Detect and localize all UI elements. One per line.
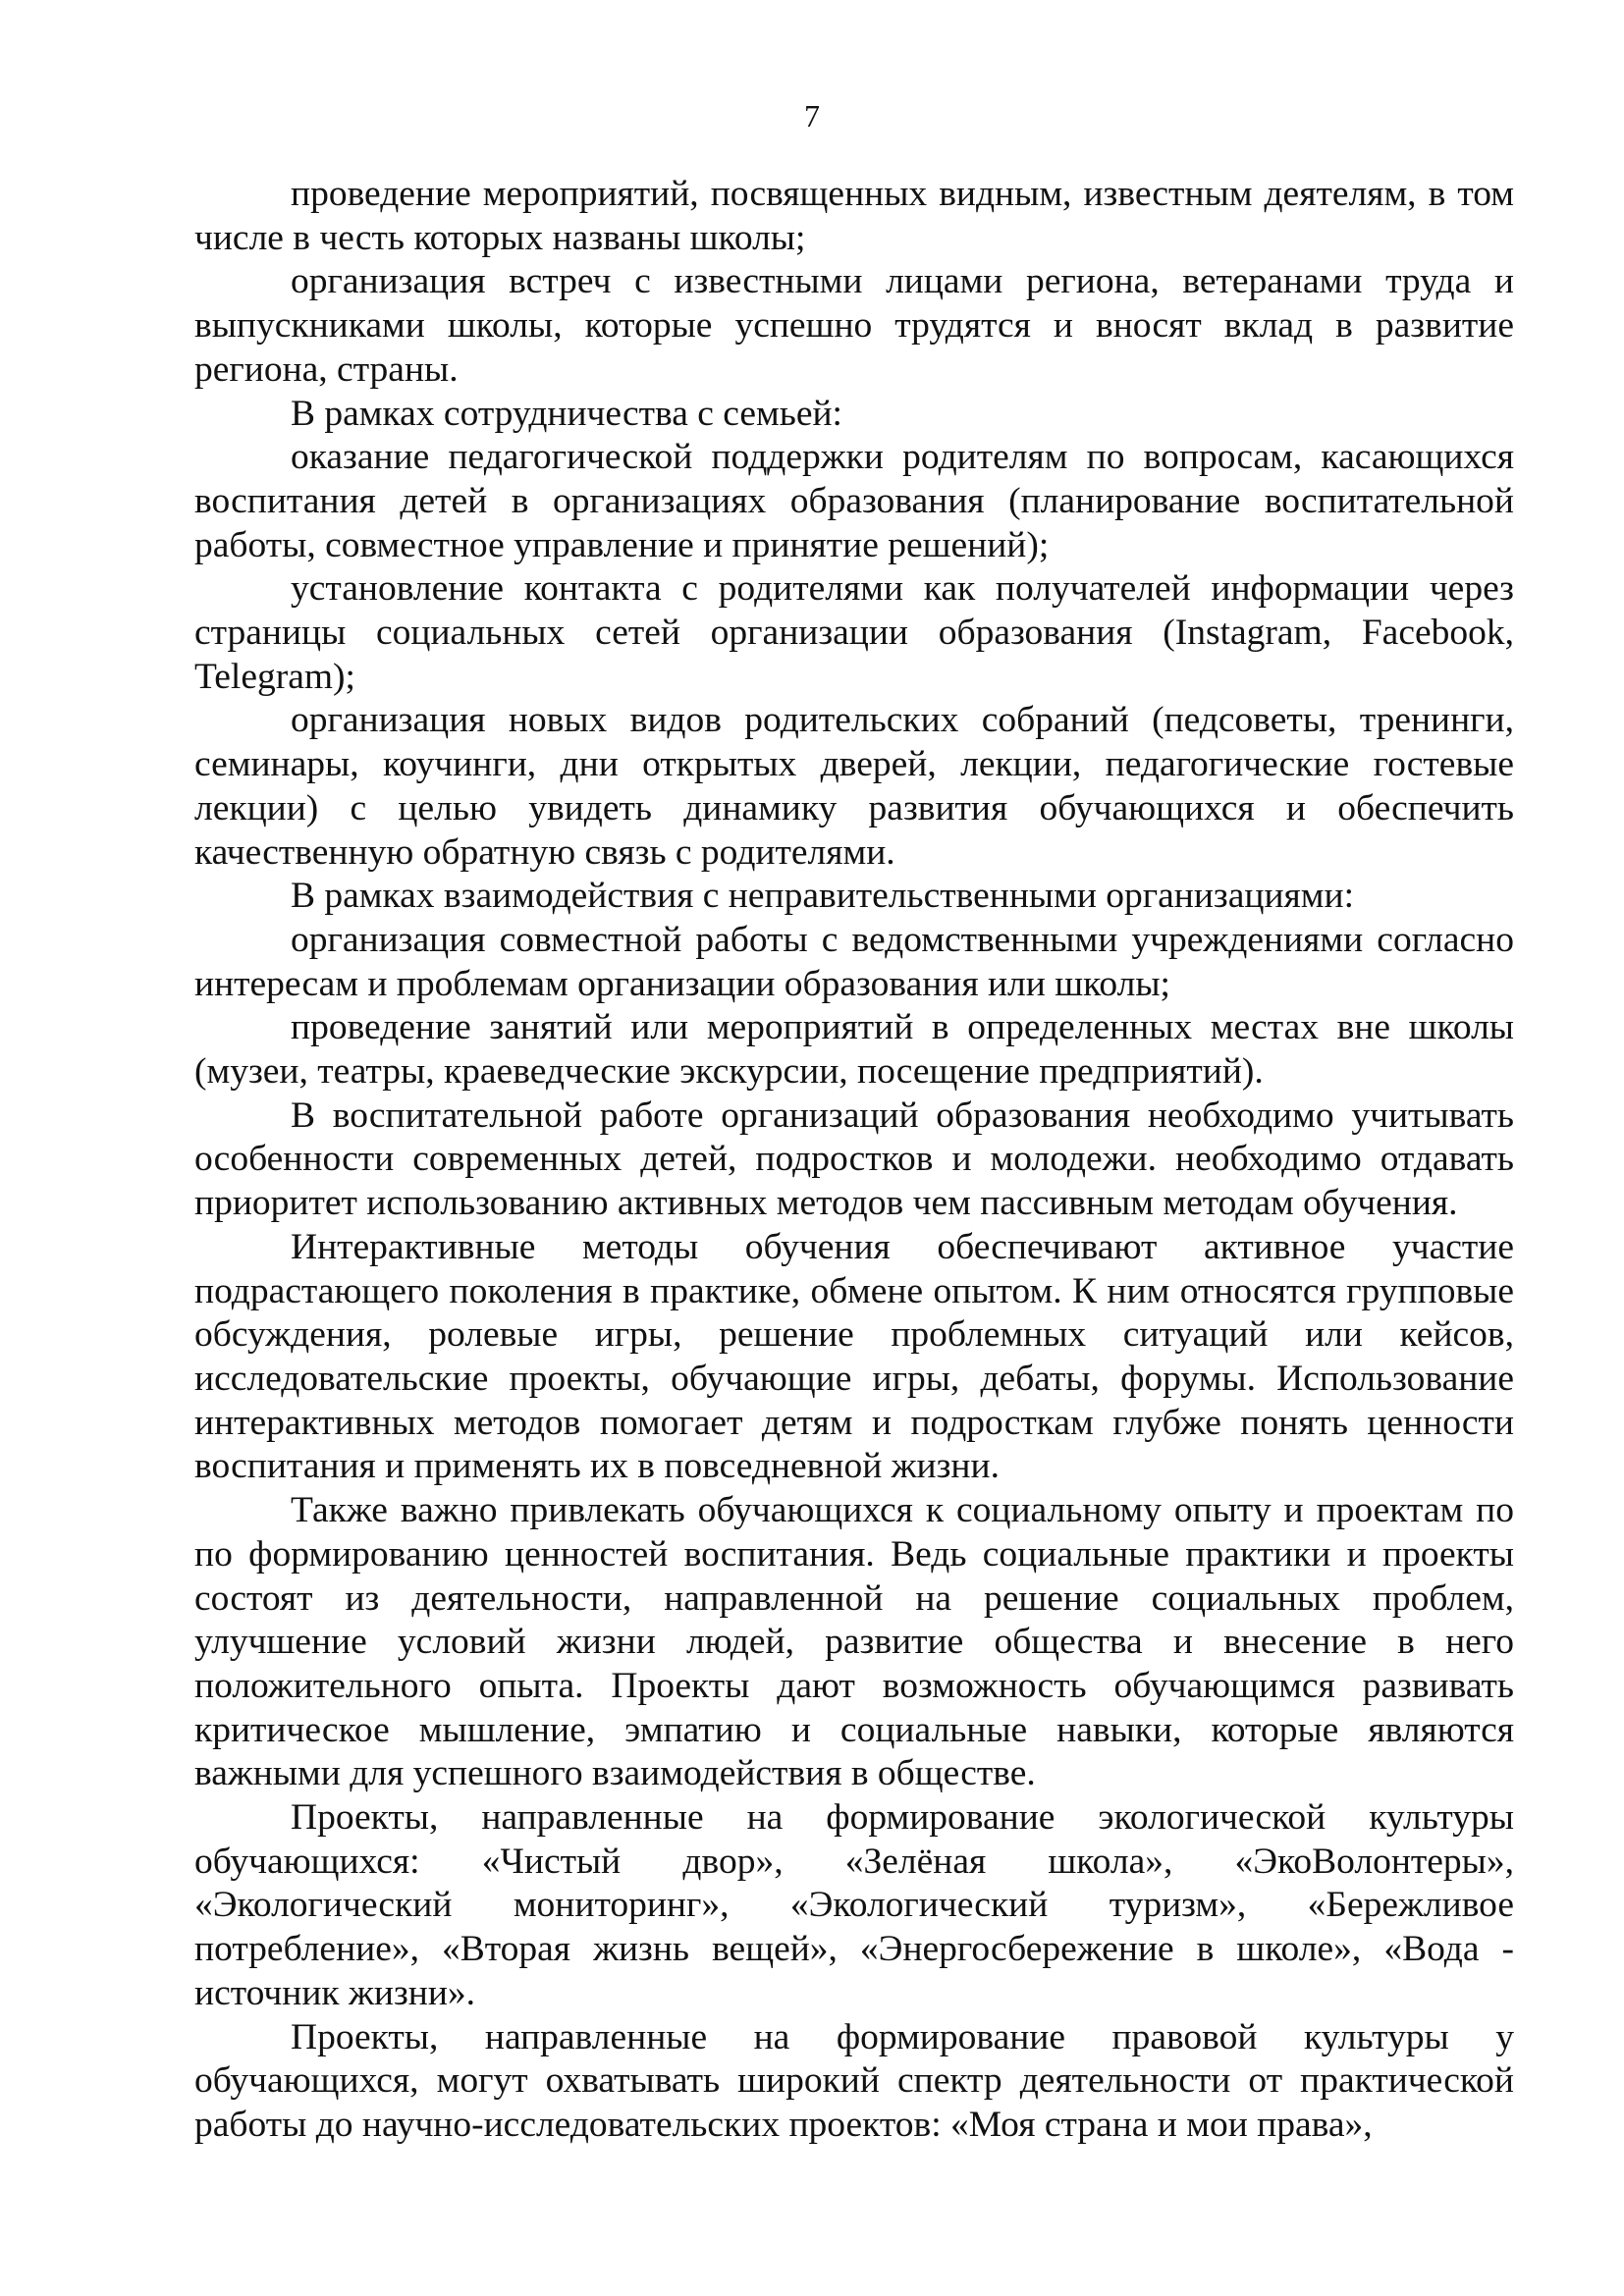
paragraph: организация новых видов родительских собраний (педсоветы, тренинги, семинары, коучинги, дни открытых дверей, лекции, педагогические гостевые лекции) с целью увидеть динамику развития обучающихся и обеспечить качественную обратную связь с родителями. — [194, 700, 1514, 873]
paragraph: проведение занятий или мероприятий в определенных местах вне школы (музеи, театры, краеведческие экскурсии, посещение предприятий). — [194, 1007, 1514, 1093]
paragraph: В рамках взаимодействия с неправительственными организациями: — [291, 876, 1354, 917]
paragraph: Также важно привлекать обучающихся к социальному опыту и проектам по по формированию ценностей воспитания. Ведь социальные практики и проекты состоят из деятельности, направленной на решение социальных проблем, улучшение условий жизни людей, развитие общества и внесение в него положительного опыта. Проекты дают возможность обучающимся развивать критическое мышление, эмпатию и социальные навыки, которые являются важными для успешного взаимодействия в обществе. — [194, 1490, 1514, 1794]
paragraph: оказание педагогической поддержки родителям по вопросам, касающихся воспитания детей в организациях образования (планирование воспитательной работы, совместное управление и принятие решений); — [194, 437, 1514, 565]
paragraph: установление контакта с родителями как получателей информации через страницы социальных сетей организации образования (Instagram, Facebook, Telegram); — [194, 568, 1514, 697]
paragraph: Проекты, направленные на формирование экологической культуры обучающихся: «Чистый двор», «Зелёная школа», «ЭкоВолонтеры», «Экологический мониторинг», «Экологический туризм», «Бережливое потребление», «Вторая жизнь вещей», «Энергосбережение в школе», «Вода - источник жизни». — [194, 1797, 1514, 2013]
page-number: 7 — [804, 98, 820, 133]
paragraph: В воспитательной работе организаций образования необходимо учитывать особенности современных детей, подростков и молодежи. необходимо отдавать приоритет использованию активных методов чем пассивным методам обучения. — [194, 1095, 1514, 1224]
paragraph: проведение мероприятий, посвященных видным, известным деятелям, в том числе в честь которых названы школы; — [194, 174, 1514, 258]
paragraph: Проекты, направленные на формирование правовой культуры у обучающихся, могут охватывать широкий спектр деятельности от практической работы до научно-исследовательских проектов: «Моя страна и мои права», — [194, 2016, 1514, 2145]
paragraph: организация встреч с известными лицами региона, ветеранами труда и выпускниками школы, которые успешно трудятся и вносят вклад в развитие региона, страны. — [194, 261, 1514, 390]
paragraph: Интерактивные методы обучения обеспечивают активное участие подрастающего поколения в практике, обмене опытом. К ним относятся групповые обсуждения, ролевые игры, решение проблемных ситуаций или кейсов, исследовательские проекты, обучающие игры, дебаты, форумы. Использование интерактивных методов помогает детям и подросткам глубже понять ценности воспитания и применять их в повседневной жизни. — [194, 1226, 1514, 1487]
paragraph: организация совместной работы с ведомственными учреждениями согласно интересам и проблемам организации образования или школы; — [194, 919, 1514, 1004]
paragraph: В рамках сотрудничества с семьей: — [291, 393, 842, 434]
document-body — [194, 173, 1514, 2148]
